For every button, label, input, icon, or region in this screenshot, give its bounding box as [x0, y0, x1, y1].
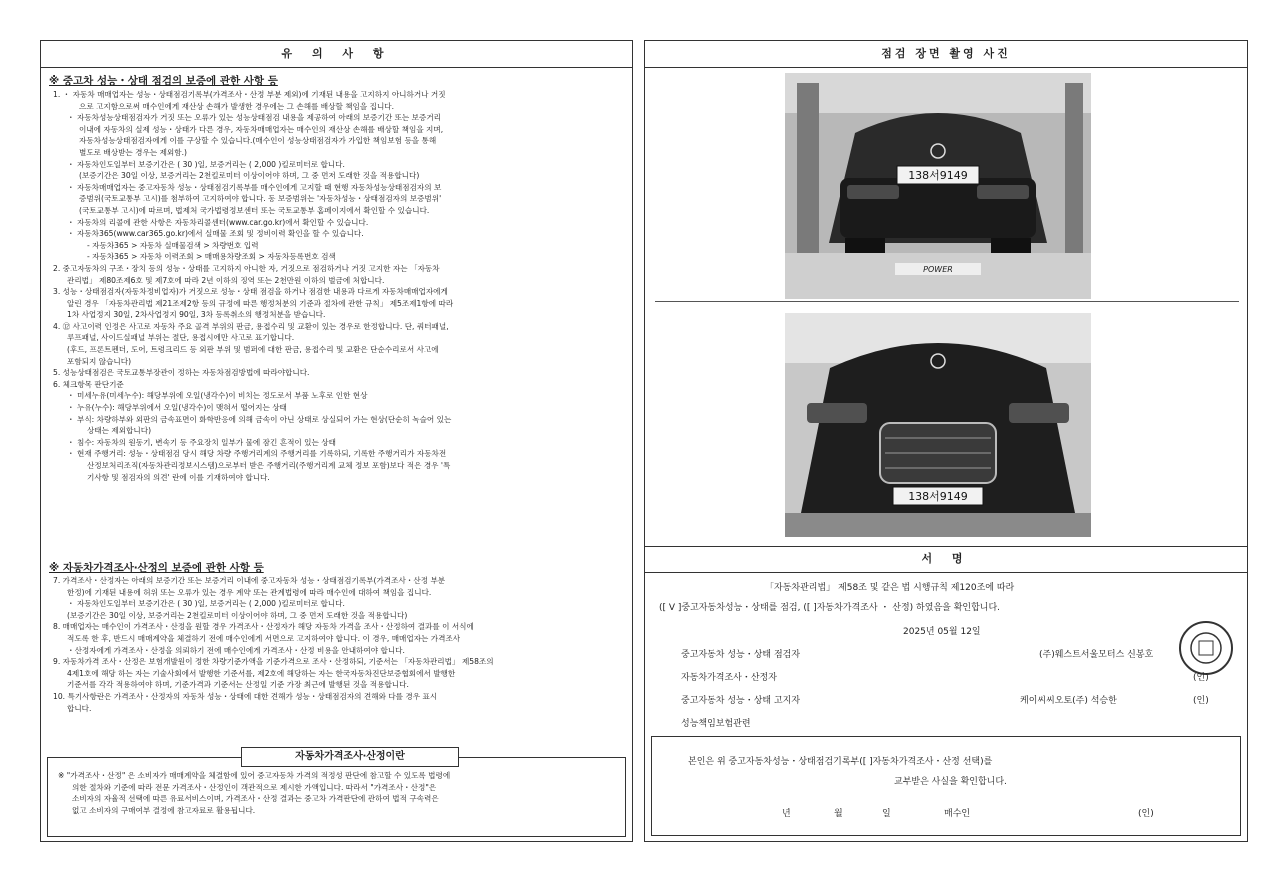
text-line: 상태는 제외합니다) — [87, 426, 152, 436]
buyer-month: 월 — [834, 809, 843, 819]
role-notifier-label: 중고자동차 성능・상태 고지자 — [681, 696, 801, 706]
role-insurance-label: 성능책임보험관련 — [681, 719, 751, 729]
text-line: ・ 미세누유(미세누수): 해당부위에 오일(냉각수)이 비치는 정도로서 부품 노후로 인한 현상 — [67, 391, 368, 401]
text-line: (보증기간은 30일 이상, 보증거리는 2천킬로미터 이상이어야 하며, 그 중 먼저 도래한 것을 적용합니다) — [79, 171, 420, 181]
price-note-box — [47, 757, 626, 837]
text-line: 관리법」 제80조제6호 및 제7호에 따라 2년 이하의 징역 또는 2천만원 이하의 벌금에 처합니다. — [67, 275, 385, 285]
text-line: 1차 사업정지 30일, 2차사업정지 90일, 3차 등록취소의 행정처분을 받습니다. — [67, 310, 326, 320]
buyer-day: 일 — [882, 809, 891, 819]
text-line: 7. 가격조사・산정자는 아래의 보증기간 또는 보증거리 이내에 중고자동차 성능・상태점검기록부(가격조사・산정 부분 — [53, 576, 446, 585]
notice-panel — [40, 40, 633, 842]
role-price-seal: (인) — [1193, 673, 1209, 683]
section1-title: ※ 중고차 성능・상태 점검의 보증에 관한 사항 등 — [49, 75, 278, 87]
text-line: ・ 자동차성능상태점검자가 거짓 또는 오류가 있는 성능상태점검 내용을 제공하여 아래의 보증기간 또는 보증거리 — [67, 113, 441, 123]
text-line: 이내에 자동차의 실제 성능・상태가 다른 경우, 자동차매매업자는 매수인의 재산상 손해를 배상할 책임을 지며, — [79, 124, 444, 134]
sign-statement-2: ([ V ]중고자동차성능・상태를 점검, ([ ]자동차가격조사 ・ 산정) 하였음을 확인합니다. — [659, 603, 1001, 613]
text-line: 의한 절차와 기준에 따라 전문 가격조사・산정인이 객관적으로 제시한 가액입니다. 따라서 "가격조사・산정"은 — [72, 782, 437, 792]
text-line: 8. 매매업자는 매수인이 가격조사・산정을 원할 경우 가격조사・산정자가 해당 자동차 가격을 조사・산정하여 결과를 이 서식에 — [53, 622, 474, 632]
text-line: 10. 특기사항란은 가격조사・산정자의 자동차 성능・상태에 대한 견해가 성능・상태점검자의 견해와 다를 경우 표시 — [53, 691, 438, 701]
front-plate-text: 138서9149 — [908, 490, 968, 503]
text-line: ・ 부식: 차량하부와 외판의 금속표면이 화학반응에 의해 금속이 아닌 상태로 상실되어 가는 현상(단순히 녹슬어 있는 — [67, 414, 452, 424]
rear-car-image — [785, 73, 1091, 299]
text-line: 자동차성능상태점검자에게 이를 구상할 수 있습니다.(매수인이 성능상태점검자가 가입한 책임보험 등을 통해 — [79, 136, 437, 146]
text-line: 증범위(국토교통부 고시)를 첨부하여 고지하여야 합니다. 동 보증범위는 '자동차성능・상태점검자의 보증범위' — [79, 194, 442, 204]
front-car-photo — [785, 313, 1091, 537]
photo-header: 점검 장면 촬영 사진 — [645, 41, 1247, 68]
front-car-image — [785, 313, 1091, 537]
text-line: 4. ⑫ 사고이력 인정은 사고로 자동차 주요 골격 부위의 판금, 용접수리 및 교환이 있는 경우로 한정합니다. 단, 쿼터패널, — [53, 321, 449, 331]
text-line: 포함되지 않습니다) — [67, 356, 132, 366]
photo-divider — [655, 301, 1239, 302]
sign-date: 2025년 05월 12일 — [903, 627, 981, 637]
text-line: 9. 자동차가격 조사・산정은 보험개발원이 정한 차량기준가액을 기준가격으로 조사・산정하되, 기준서는 「자동차관리법」 제58조의 — [53, 657, 494, 667]
text-line: ・ 자동차인도일부터 보증기간은 ( 30 )일, 보증거리는 ( 2,000 )킬로미터로 합니다. — [67, 159, 345, 169]
text-line: ・ 침수: 자동차의 원동기, 변속기 등 주요장치 일부가 물에 잠긴 흔적이 있는 상태 — [67, 437, 336, 447]
text-line: 한정)에 기재된 내용에 허위 또는 오류가 있는 경우 계약 또는 관계법령에 따라 매수인에 대하여 책임을 집니다. — [67, 587, 432, 597]
text-line: (보증기간은 30일 이상, 보증거리는 2천킬로미터 이상이어야 하며, 그 중 먼저 도래한 것을 적용합니다) — [67, 610, 408, 620]
text-line: 3. 성능・상태점검자(자동차정비업자)가 거짓으로 성능・상태 점검을 하거나 점검한 내용과 다르게 자동차매매업자에게 — [53, 287, 448, 297]
text-line: 없고 소비자의 구매여부 결정에 참고자료로 활용됩니다. — [72, 805, 256, 815]
text-line: ・ 누유(누수): 해당부위에서 오일(냉각수)이 맺혀서 떨어지는 상태 — [67, 403, 287, 413]
price-note-title: 자동차가격조사‧산정이란 — [241, 747, 459, 767]
text-line: 으로 고지함으로써 매수인에게 재산상 손해가 발생한 경우에는 그 손해를 배상할 책임을 집니다. — [79, 101, 395, 111]
buyer-seal: (인) — [1138, 809, 1154, 819]
text-line: - 자동차365 > 자동차 실매물검색 > 차량번호 입력 — [87, 240, 259, 250]
text-line: 5. 성능상태점검은 국토교통부장관이 정하는 자동차점검방법에 따라야합니다. — [53, 368, 310, 378]
text-line: 적도록 한 후, 반드시 매매계약을 체결하기 전에 매수인에게 서면으로 고지하여야 합니다. 이 경우, 매매업자는 가격조사 — [67, 633, 461, 643]
text-line: 알린 경우 「자동차관리법 제21조제2항 등의 규정에 따른 행정처분의 기준과 절차에 관한 규칙」 제5조제1항에 따라 — [67, 298, 454, 308]
text-line: ・ 자동차인도일부터 보증기간은 ( 30 )일, 보증거리는 ( 2,000 )킬로미터로 합니다. — [67, 599, 345, 609]
text-line: 소비자의 자율적 선택에 따른 유료서비스이며, 가격조사・산정 결과는 중고차 가격판단에 관하여 법적 구속력은 — [72, 794, 439, 804]
text-line: 4제1호에 해당 하는 자는 기술사회에서 발행한 기준서를, 제2호에 해당하는 자는 한국자동차진단보증협회에서 발행한 — [67, 668, 456, 678]
buyer-label: 매수인 — [944, 809, 971, 819]
buyer-line-1: 본인은 위 중고자동차성능・상태점검기록부([ ]자동차가격조사・산정 선택)를 — [688, 757, 993, 767]
text-line: 기사항 및 점검자의 의견' 란에 이를 기재하여야 합니다. — [87, 472, 270, 482]
role-notifier-seal: (인) — [1193, 696, 1209, 706]
section2-body — [53, 575, 625, 714]
buyer-year: 년 — [782, 809, 791, 819]
text-line: 1. ・ 자동차 매매업자는 성능・상태점검기록부(가격조사・산정 부분 제외)에 기재된 내용을 고지하지 아니하거나 거짓 — [53, 90, 446, 99]
text-line: ・ 자동차매매업자는 중고자동차 성능・상태점검기록부를 매수인에게 고지할 때 현행 자동차성능상태점검자의 보 — [67, 182, 442, 192]
section2-title: ※ 자동차가격조사‧산정의 보증에 관한 사항 등 — [49, 562, 264, 574]
text-line: - 자동차365 > 자동차 이력조회 > 매매용차량조회 > 자동차등록번호 검색 — [87, 252, 336, 262]
text-line: 루프패널, 사이드실패널 부위는 절단, 용접시에만 사고로 표기합니다. — [67, 333, 295, 343]
sign-statement-1: 「자동차관리법」 제58조 및 같은 법 시행규칙 제120조에 따라 — [765, 583, 1015, 593]
text-line: 별도로 배상받는 경우는 제외함.) — [79, 147, 187, 157]
photo-sign-panel — [644, 40, 1248, 842]
section1-body — [53, 89, 625, 483]
text-line: (후드, 프론트펜더, 도어, 트렁크리드 등 외판 부위 및 범퍼에 대한 판금, 용접수리 및 교환은 단순수리로서 사고에 — [67, 345, 439, 355]
notice-header: 유 의 사 항 — [41, 41, 632, 68]
rear-plate-text: 138서9149 — [908, 169, 968, 182]
text-line: 2. 중고자동차의 구조・장치 등의 성능・상태를 고지하지 아니한 자, 거짓으로 점검하거나 거짓 고지한 자는 「자동차 — [53, 263, 440, 273]
lift-brand-text: POWER — [923, 265, 953, 274]
text-line: 산정보처리조직(자동차관리정보시스템)으로부터 받은 주행거리(주행거리계 교체 정보 포함)보다 적은 경우 '특 — [87, 461, 451, 470]
text-line: ・ 자동차365(www.car365.go.kr)에서 실매물 조회 및 정비이력 확인을 할 수 있습니다. — [67, 229, 364, 239]
text-line: (국토교통부 고시)에 따르며, 법제처 국가법령정보센터 또는 국토교통부 홈페이지에서 확인할 수 있습니다. — [79, 205, 430, 215]
text-line: 기준서를 각각 적용하여야 하며, 기준가격과 기준서는 산정일 기준 가장 최근에 발행된 것을 적용합니다. — [67, 680, 409, 690]
text-line: ・ 현재 주행거리: 성능・상태점검 당시 해당 차량 주행거리계의 주행거리를 기록하되, 기록한 주행거리가 자동차전 — [67, 449, 447, 459]
text-line: ・산정자에게 가격조사・산정을 의뢰하기 전에 매수인에게 가격조사・산정 비용을 안내하여야 합니다. — [67, 645, 405, 655]
rear-car-photo — [785, 73, 1091, 299]
text-line: 합니다. — [67, 703, 92, 713]
buyer-line-2: 교부받은 사실을 확인합니다. — [894, 777, 1007, 787]
text-line: ※ "가격조사・산정" 은 소비자가 매매계약을 체결함에 있어 중고자동차 가격의 적정성 판단에 참고할 수 있도록 법령에 — [58, 771, 451, 780]
role-price-label: 자동차가격조사・산정자 — [681, 673, 777, 683]
sign-header: 서 명 — [645, 546, 1247, 573]
role-inspector-label: 중고자동차 성능・상태 점검자 — [681, 650, 801, 660]
company-seal-icon — [1177, 619, 1235, 677]
text-line: ・ 자동차의 리콜에 관한 사항은 자동차리콜센터(www.car.go.kr)에서 확인할 수 있습니다. — [67, 217, 369, 227]
role-inspector-name: (주)웨스트서울모터스 신봉호 — [1039, 650, 1154, 660]
role-notifier-name: 케이씨씨오토(주) 석승한 — [1020, 696, 1117, 706]
buyer-confirm-box — [651, 736, 1241, 836]
text-line: 6. 체크항목 판단기준 — [53, 379, 124, 389]
